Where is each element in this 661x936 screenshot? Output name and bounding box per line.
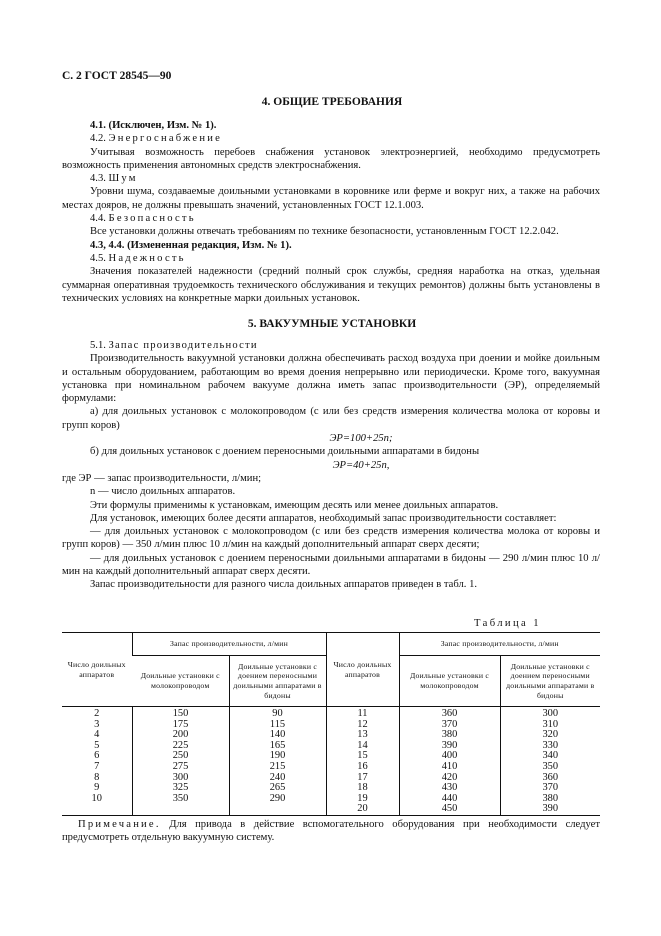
table-cell: 140 — [229, 730, 326, 741]
col-header-count: Число доильных аппаратов — [62, 633, 132, 707]
table-cell: 225 — [132, 741, 229, 752]
col-header-reserve-2: Запас производительности, л/мин — [399, 633, 600, 656]
table-reference: Запас производительности для разного числа доильных аппаратов приведен в табл. 1. — [90, 579, 478, 591]
table-cell: 165 — [229, 741, 326, 752]
table-cell: 265 — [229, 783, 326, 794]
table-cell: 12 — [326, 720, 399, 731]
page-header: С. 2 ГОСТ 28545—90 — [62, 70, 172, 82]
section-5-body — [62, 339, 600, 592]
clause-4-3-4-4-amendment: 4.3, 4.4. (Измененная редакция, Изм. № 1). — [90, 239, 292, 251]
table-cell: 2 — [94, 708, 100, 719]
col-header-buckets-2: Доильные установки с доением переносными доильными аппаратами в бидоны — [500, 656, 600, 707]
more-than-ten-intro: Для установок, имеющих более десяти аппаратов, необходимый запас производительности составляет: — [90, 512, 557, 524]
table-cell: 350 — [132, 794, 229, 805]
table-row — [62, 762, 600, 773]
table-note — [62, 818, 600, 845]
table-cell: 190 — [229, 751, 326, 762]
table-row — [62, 741, 600, 752]
table-cell: 430 — [399, 783, 500, 794]
table-cell: 8 — [94, 771, 100, 783]
table-cell — [229, 804, 326, 815]
more-than-ten-pipeline: — для доильных установок с молокопроводом (с или без средств измерения количества молока от коровы и групп коров) — 350 л/мин плюс 10 л/мин на каждый дополнительный аппарат сверх десяти; — [62, 526, 600, 551]
table-cell: 360 — [399, 707, 500, 720]
table-cell: 240 — [229, 773, 326, 784]
table-cell: 450 — [399, 804, 500, 815]
clause-4-5-heading: 4.5. Надежность — [90, 252, 186, 264]
table-cell: 7 — [94, 760, 100, 772]
table-cell: 310 — [500, 720, 600, 731]
item-a: а) для доильных установок с молокопроводом (с или без средств измерения количества молока от коровы и групп коров) — [62, 406, 600, 431]
clause-4-3-heading: 4.3. Шум — [90, 173, 138, 185]
table-cell: 380 — [500, 794, 600, 805]
table-cell: 10 — [91, 792, 102, 804]
formula-applicability: Эти формулы применимы к установкам, имеющим десять или менее доильных аппаратов. — [90, 499, 499, 511]
table-cell: 380 — [399, 730, 500, 741]
table-cell: 175 — [132, 720, 229, 731]
clause-4-4-text: Все установки должны отвечать требованиям по технике безопасности, установленным ГОСТ 12.2.042. — [90, 226, 559, 238]
col-header-pipeline: Доильные установки с молокопроводом — [132, 656, 229, 707]
clause-4-4-heading: 4.4. Безопасность — [90, 213, 196, 225]
table-row — [62, 783, 600, 794]
table-row — [62, 773, 600, 784]
note-text: Для привода в действие вспомогательного оборудования при необходимости следует предусмотреть отдельную вакуумную систему. — [62, 819, 601, 844]
table-cell: 340 — [500, 751, 600, 762]
formula-a: ЭР=100+25n; — [329, 433, 393, 445]
item-b: б) для доильных установок с доением переносными доильными аппаратами в бидоны — [90, 446, 480, 458]
table-row — [62, 804, 600, 815]
table-row — [62, 730, 600, 741]
table-cell: 16 — [326, 762, 399, 773]
more-than-ten-buckets: — для доильных установок с доением переносными доильными аппаратами в бидоны — 290 л/мин плюс 10 л/мин на каждый дополнительный аппарат сверх десяти. — [62, 552, 600, 578]
table-cell: 390 — [500, 804, 600, 815]
clause-4-3-text: Уровни шума, создаваемые доильными установками в коровнике или ферме и вокруг них, а также на рабочих местах дояров, не должны превышать значений, установленных ГОСТ 12.1.003. — [62, 186, 600, 211]
table-cell — [132, 804, 229, 815]
table-cell: 150 — [132, 707, 229, 720]
table-cell: 90 — [229, 707, 326, 720]
clause-5-1-text: Производительность вакуумной установки должна обеспечивать расход воздуха при доении и мойке доильным и остальным оборудованием, работающим во время доения непрерывно или периодически. Кроме того, вакуумная установка при номинальном рабочем вакууме должна иметь запас производительности (ЭР), определяемый формулами: — [62, 353, 600, 405]
table-cell: 4 — [94, 729, 100, 741]
formula-where-1: где ЭР — запас производительности, л/мин; — [62, 472, 262, 484]
clause-4-1: 4.1. (Исключен, Изм. № 1). — [90, 120, 217, 131]
table-cell: 420 — [399, 773, 500, 784]
note-label: Примечание. — [78, 819, 161, 830]
table-cell: 115 — [229, 720, 326, 731]
table-cell: 300 — [500, 707, 600, 720]
table-cell: 440 — [399, 794, 500, 805]
table-cell: 19 — [326, 794, 399, 805]
table-cell: 9 — [94, 782, 100, 794]
table-cell: 250 — [132, 751, 229, 762]
formula-where-2: n — число доильных аппаратов. — [90, 486, 236, 498]
table-1 — [62, 632, 600, 816]
table-cell: 325 — [132, 783, 229, 794]
table-cell: 390 — [399, 741, 500, 752]
table-cell: 15 — [326, 751, 399, 762]
col-header-buckets: Доильные установки с доением переносными доильными аппаратами в бидоны — [229, 656, 326, 707]
table-cell: 400 — [399, 751, 500, 762]
col-header-count-2: Число доильных аппаратов — [326, 633, 399, 707]
table-cell: 5 — [94, 739, 100, 751]
clause-4-2-text: Учитывая возможность перебоев снабжения установок электроэнергией, необходимо предусмотреть возможность применения автономных средств электроснабжения. — [62, 146, 600, 171]
table-cell — [62, 804, 132, 815]
table-cell: 18 — [326, 783, 399, 794]
section-5-title: 5. ВАКУУМНЫЕ УСТАНОВКИ — [247, 318, 417, 330]
table-cell: 215 — [229, 762, 326, 773]
col-header-pipeline-2: Доильные установки с молокопроводом — [399, 656, 500, 707]
table-row — [62, 751, 600, 762]
table-1-caption: Таблица 1 — [474, 618, 541, 629]
table-cell: 6 — [94, 750, 100, 762]
col-header-reserve: Запас производительности, л/мин — [132, 633, 326, 656]
table-cell: 320 — [500, 730, 600, 741]
clause-5-1-heading: 5.1. Запас производительности — [90, 340, 258, 351]
table-cell: 20 — [326, 804, 399, 815]
table-row — [62, 707, 600, 720]
table-cell: 275 — [132, 762, 229, 773]
section-4-title: 4. ОБЩИЕ ТРЕБОВАНИЯ — [261, 96, 403, 108]
table-cell: 14 — [326, 741, 399, 752]
table-cell: 3 — [94, 718, 100, 730]
table-cell: 350 — [500, 762, 600, 773]
table-row — [62, 720, 600, 731]
table-cell: 370 — [399, 720, 500, 731]
table-row — [62, 794, 600, 805]
table-1-body — [62, 707, 600, 816]
table-cell: 13 — [326, 730, 399, 741]
table-cell: 300 — [132, 773, 229, 784]
clause-4-5-text: Значения показателей надежности (средний полный срок службы, средняя наработка на отказ, удельная суммарная оперативная трудоемкость технического обслуживания и текущих ремонтов) должны быть установлены в технических условиях на конкретные марки доильных установок. — [62, 266, 600, 304]
table-cell: 290 — [229, 794, 326, 805]
formula-b: ЭР=40+25n, — [332, 459, 390, 471]
table-cell: 410 — [399, 762, 500, 773]
table-cell: 360 — [500, 773, 600, 784]
table-cell: 11 — [326, 707, 399, 720]
table-cell: 370 — [500, 783, 600, 794]
clause-4-2-heading: 4.2. Энергоснабжение — [90, 133, 222, 145]
section-4-body — [62, 119, 600, 305]
table-cell: 200 — [132, 730, 229, 741]
table-cell: 330 — [500, 741, 600, 752]
table-cell: 17 — [326, 773, 399, 784]
